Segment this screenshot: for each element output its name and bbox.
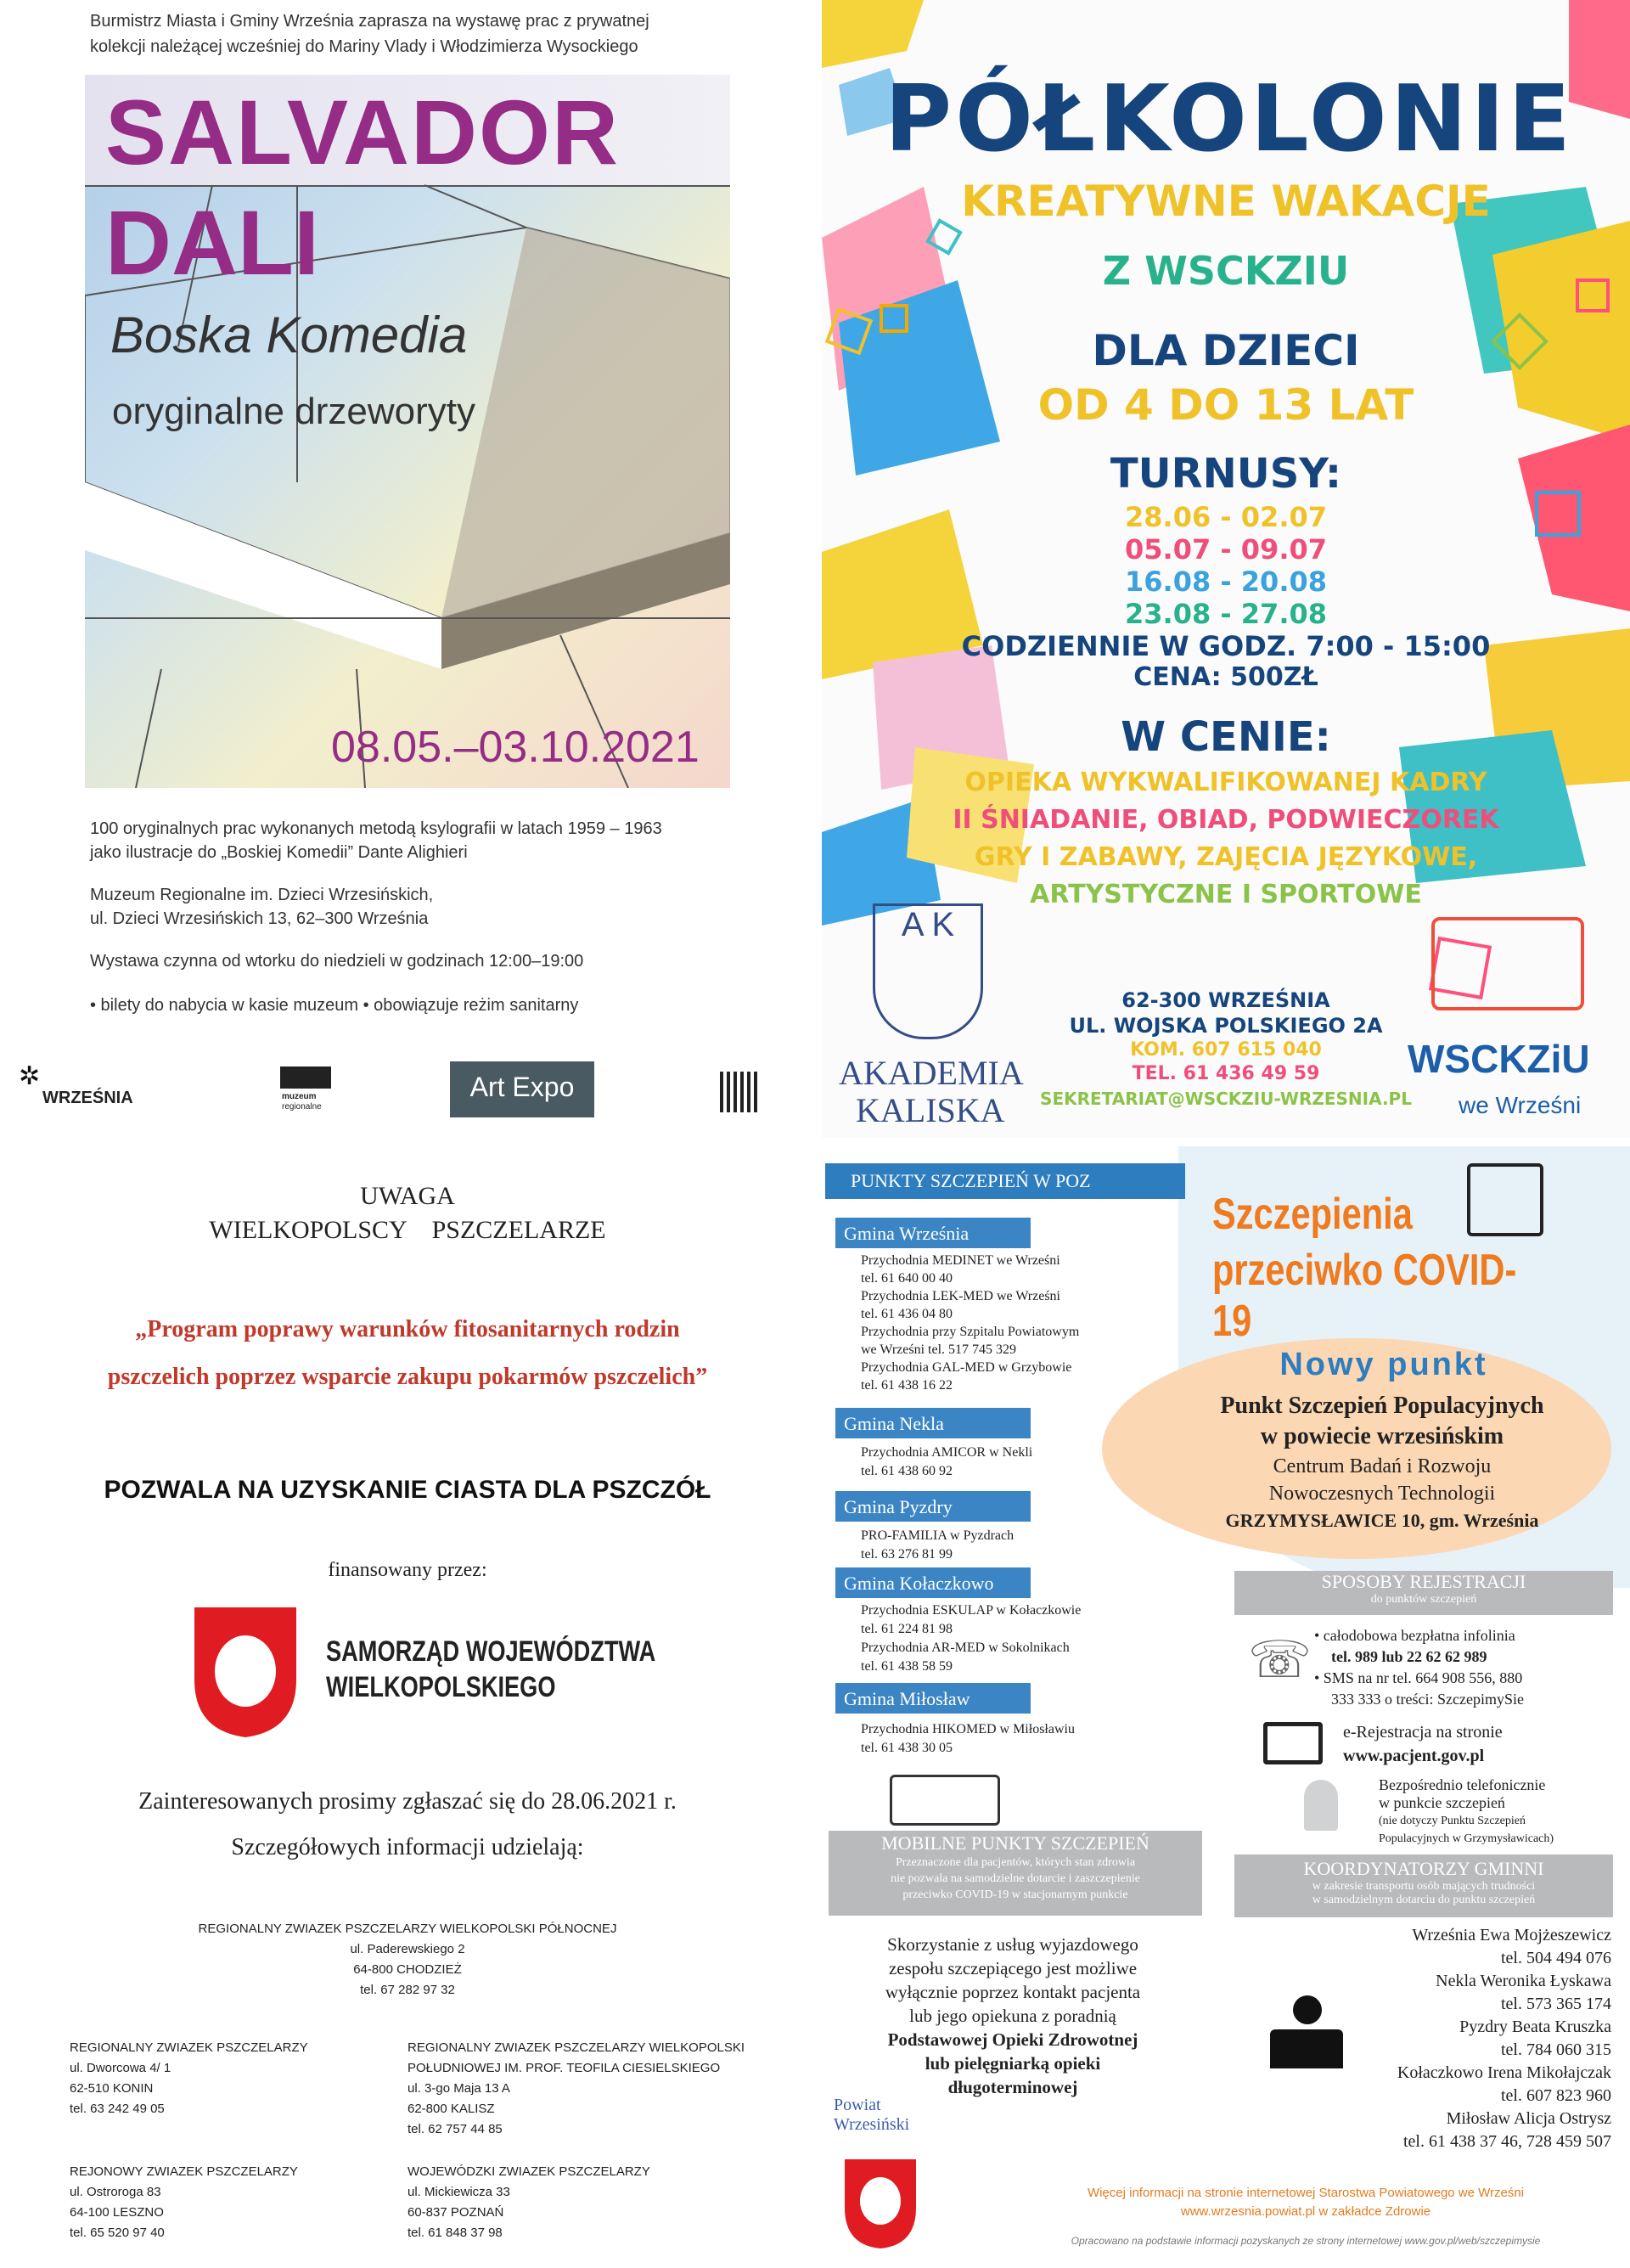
coordinator: Pyzdry Beata Kruszka [1459,2018,1611,2036]
registration-sub: do punktów szczepień [1370,1593,1477,1606]
address-2 [70,2038,308,2119]
coordinator-tel: tel. 61 438 37 46, 728 459 507 [1403,2132,1611,2151]
clinic: Przychodnia AR-MED w Sokolnikach [861,1641,1070,1655]
dali-dates: 08.05.–03.10.2021 [331,723,700,772]
dali-title-1: SALVADOR [105,81,620,183]
mobile-desc-line: Podstawowej Opieki Zdrowotnej [887,2029,1138,2050]
mobile-desc-line: lub jego opiekuna z poradnią [909,2006,1116,2026]
ambulance-icon [890,1775,1000,1826]
address-line: POŁUDNIOWEJ IM. PROF. TEOFILA CIESIELSKIEGO [408,2061,721,2075]
address-line: REGIONALNY ZWIAZEK PSZCZELARZY WIELKOPOLSKI [408,2040,745,2055]
address-3 [408,2038,745,2140]
dali-title-2: DALI [105,191,319,294]
address-line: REGIONALNY ZWIAZEK PSZCZELARZY WIELKOPOLSKI PÓŁNOCNEJ [198,1922,617,1936]
direct-phone [1379,1776,1554,1848]
clinic: Przychodnia przy Szpitalu Powiatowym [861,1325,1080,1339]
phone-icon: ☏ [1248,1631,1312,1688]
coordinators-list [1365,1924,1611,2153]
gmina-pyzdry: Gmina Pyzdry [835,1491,1031,1522]
direct-line: Populacyjnych w Grzymysławicach) [1379,1832,1554,1845]
clinic: PRO-FAMILIA w Pyzdrach [861,1528,1015,1543]
polk-included: W CENIE: [1121,713,1331,761]
clinic-tel: tel. 61 438 30 05 [861,1741,953,1755]
coordinator-tel: tel. 504 494 076 [1501,1949,1611,1967]
polkolonie-poster [822,0,1630,1138]
art-expo-logo [450,1061,594,1117]
coordinators-bar [1234,1854,1613,1917]
np-5: GRZYMYSŁAWICE 10, gm. Września [1225,1510,1539,1531]
turnus-4: 23.08 - 27.08 [1125,598,1327,630]
coordinators-title: KOORDYNATORZY GMINNI [1303,1858,1544,1879]
mobile-desc-line: Skorzystanie z usług wyjazdowego [887,1934,1138,1955]
polk-sub-2: Z WSCKZIU [1102,248,1350,294]
covid-poster [822,1146,1630,2268]
np-4: Nowoczesnych Technologii [1268,1483,1496,1505]
address-line: tel. 65 520 97 40 [70,2226,165,2240]
clinic-tel: we Wrześni tel. 517 745 329 [861,1342,1017,1357]
gmina-kolaczkowo-list [861,1601,1081,1676]
footer-3: Opracowano na podstawie informacji pozyskanych ze strony internetowej www.gov.pl/web/szczepimysie [1071,2235,1541,2247]
coordinator: Miłosław Alicja Ostrysz [1446,2109,1611,2128]
reg-line: • SMS na nr tel. 664 908 556, 880 [1314,1669,1523,1686]
address-line: REJONOWY ZWIAZEK PSZCZELARZY [70,2164,298,2179]
dali-info-1: 100 oryginalnych prac wykonanych metodą ksylografii w latach 1959 – 1963 [90,819,662,838]
clinic-tel: tel. 63 276 81 99 [861,1547,953,1562]
gmina-nekla: Gmina Nekla [835,1408,1031,1438]
coordinators-sub: w samodzielnym dotarciu do punktu szczepień [1312,1894,1536,1906]
mobile-desc-line: długoterminowej [947,2077,1078,2097]
dali-hours: Wystawa czynna od wtorku do niedzieli w godzinach 12:00–19:00 [90,952,584,971]
dali-museum-1: Muzeum Regionalne im. Dzieci Wrzesińskich, [90,886,434,904]
museum-logo-text-2: regionalne [282,1102,322,1111]
polk-turnusy: TURNUSY: [1110,450,1342,498]
wsckziu-logo-sub: we Wrześni [1459,1092,1582,1118]
direct-line: w punkcie szczepień [1379,1794,1505,1811]
samorzad-2: WIELKOPOLSKIEGO [326,1671,556,1703]
bee-program-2: pszczelich poprzez wsparcie zakupu pokarmów pszczelich” [107,1364,708,1390]
bee-h1: UWAGA [360,1182,455,1210]
coordinator-tel: tel. 784 060 315 [1501,2040,1611,2059]
turnus-3: 16.08 - 20.08 [1125,566,1327,598]
bee-z1: Zainteresowanych prosimy zgłaszać się do 28.06.2021 r. [138,1788,677,1815]
polk-sub-1: KREATYWNE WAKACJE [961,177,1491,226]
address-line: ul. Paderewskiego 2 [350,1942,465,1956]
art-expo-text: Art Expo [469,1072,575,1102]
coordinator: Kołaczkowo Irena Mikołajczak [1397,2063,1611,2082]
e-reg-line: e-Rejestracja na stronie [1343,1723,1503,1742]
reg-line: 333 333 o treści: SzczepimySie [1331,1691,1524,1708]
dali-poster [0,0,815,1138]
mobile-bar [829,1831,1202,1916]
e-registration [1343,1720,1503,1768]
coordinator: Września Ewa Mojżeszewicz [1412,1926,1611,1944]
gmina-miloslaw: Gmina Miłosław [835,1683,1031,1714]
mobile-line: przeciwko COVID-19 w stacjonarnym punkcie [902,1888,1128,1901]
mobile-desc-line: zespołu szczepiącego jest możliwe [888,1958,1138,1978]
e-reg-line: www.pacjent.gov.pl [1343,1747,1485,1765]
dali-tickets: • bilety do nabycia w kasie muzeum • obowiązuje reżim sanitarny [90,996,579,1015]
coordinators-sub: w zakresie transportu osób mających trudności [1312,1880,1536,1893]
polk-price: CENA: 500ZŁ [1133,662,1318,692]
samorzad-1: SAMORZĄD WOJEWÓDZTWA [326,1635,656,1668]
qr-code-icon [720,1072,757,1112]
gmina-kolaczkowo: Gmina Kołaczkowo [835,1567,1031,1598]
mobile-line: nie pozwala na samodzielne dotarcie i zaszczepienie [891,1872,1140,1885]
covid-title-2: przeciwko COVID-19 [1212,1246,1517,1346]
address-line: 62-800 KALISZ [408,2102,495,2116]
clinic-tel: tel. 61 438 58 59 [861,1659,953,1674]
person-icon [1304,1780,1338,1831]
clinic: Przychodnia GAL-MED w Grzybowie [861,1360,1072,1375]
bee-allows: POZWALA NA UZYSKANIE CIASTA DLA PSZCZÓŁ [104,1476,711,1504]
computer-icon [1263,1722,1323,1764]
dali-subtitle-2: oryginalne drzeworyty [112,391,475,432]
footer-2: www.wrzesnia.powiat.pl w zakładce Zdrowie [1180,2204,1431,2219]
address-line: 62-510 KONIN [70,2081,154,2096]
reader-icon [1270,1995,1345,2072]
clinic: Przychodnia AMICOR w Nekli [861,1445,1033,1460]
polk-kom: KOM. 607 615 040 [1130,1039,1322,1061]
footer-1: Więcej informacji na stronie internetowej Starostwa Powiatowego we Wrześni [1087,2186,1525,2200]
powiat-logo-text: Powiat Wrzesiński [834,2096,910,2134]
polk-tel: TEL. 61 436 49 59 [1132,1063,1320,1084]
address-line: ul. Mickiewicza 33 [408,2185,510,2199]
polk-inc-3: GRY I ZABAWY, ZAJĘCIA JĘZYKOWE, [974,842,1478,872]
akademia-2: KALISKA [856,1091,1005,1129]
polkolonie-title: PÓŁKOLONIE [884,66,1575,172]
book-search-icon [1431,917,1584,1010]
covid-title-1: Szczepienia [1212,1190,1413,1239]
bee-financed: finansowany przez: [328,1559,487,1581]
dali-header: Burmistrz Miasta i Gminy Września zaprasza na wystawę prac z prywatnej kolekcji należącej wcześniej do Mariny Vlady i Włodzimierza Wysockiego [90,12,649,56]
clinic: Przychodnia HIKOMED w Miłosławiu [861,1722,1075,1736]
mobile-desc-line: lub pielęgniarką opieki [925,2053,1101,2074]
address-1 [0,1919,815,2001]
address-4 [70,2162,298,2243]
direct-line: Bezpośrednio telefonicznie [1379,1776,1546,1793]
polk-for-1: DLA DZIECI [1092,326,1360,375]
address-line: 64-100 LESZNO [70,2205,164,2220]
bee-program-1: „Program poprawy warunków fitosanitarnych rodzin [135,1316,680,1342]
clinic-tel: tel. 61 438 60 92 [861,1464,953,1478]
polk-addr-1: 62-300 WRZEŚNIA [1121,988,1330,1012]
powiat-crest-icon [842,2157,919,2250]
syringe-icon [1467,1163,1543,1236]
address-5 [408,2162,650,2243]
polk-inc-1: OPIEKA WYKWALIFIKOWANEJ KADRY [964,768,1487,797]
direct-line: (nie dotyczy Punktu Szczepień [1379,1815,1526,1827]
reg-line: tel. 989 lub 22 62 62 989 [1331,1648,1487,1665]
clinic: Przychodnia ESKULAP w Kołaczkowie [861,1603,1082,1618]
museum-logo-text-1: muzeum [282,1092,317,1101]
address-line: tel. 63 242 49 05 [70,2102,165,2116]
np-3: Centrum Badań i Rozwoju [1273,1455,1492,1477]
address-line: tel. 62 757 44 85 [408,2122,503,2136]
dali-museum-2: ul. Dzieci Wrzesińskich 13, 62–300 Września [90,909,429,928]
address-line: ul. Ostroroga 83 [70,2185,161,2199]
clinic: Przychodnia LEK-MED we Wrześni [861,1289,1060,1303]
turnus-1: 28.06 - 02.07 [1125,501,1327,533]
akademia-1: AKADEMIA [839,1054,1024,1092]
mobile-line: Przeznaczone dla pacjentów, których stan zdrowia [895,1856,1136,1869]
clinic-tel: tel. 61 640 00 40 [861,1271,953,1286]
gmina-wrzesnia: Gmina Września [835,1218,1031,1248]
address-line: ul. Dworcowa 4/ 1 [70,2061,171,2075]
wrzesnia-logo-text: WRZEŚNIA [42,1089,133,1107]
wrzesnia-logo-icon: ✲ [19,1062,41,1090]
address-line: WOJEWÓDZKI ZWIAZEK PSZCZELARZY [408,2164,650,2179]
wsckziu-logo: WSCKZiU [1408,1037,1590,1081]
address-line: tel. 67 282 97 32 [360,1983,455,1997]
registration-list [1314,1625,1524,1710]
gmina-nekla-list [861,1444,1032,1481]
coordinator: Nekla Weronika Łyskawa [1436,1972,1611,1990]
mobile-title: MOBILNE PUNKTY SZCZEPIEŃ [881,1832,1149,1854]
coordinator-tel: tel. 573 365 174 [1501,1995,1611,2013]
np-2: w powiecie wrzesińskim [1260,1423,1504,1449]
address-line: REGIONALNY ZWIAZEK PSZCZELARZY [70,2040,308,2055]
polk-addr-2: UL. WOJSKA POLSKIEGO 2A [1069,1014,1383,1038]
wielkopolska-crest-icon [190,1603,301,1739]
mobile-desc-line: wyłącznie poprzez kontakt pacjenta [885,1982,1141,2002]
mobile-desc [830,1933,1195,2099]
museum-logo-icon [280,1066,331,1089]
address-line: ul. 3-go Maja 13 A [408,2081,510,2096]
registration-title: SPOSOBY REJESTRACJI [1321,1571,1526,1592]
polk-mail: SEKRETARIAT@WSCKZIU-WRZESNIA.PL [1040,1089,1412,1109]
coordinator-tel: tel. 607 823 960 [1501,2086,1611,2105]
turnus-2: 05.07 - 09.07 [1125,533,1327,566]
clinic-tel: tel. 61 224 81 98 [861,1622,953,1636]
dali-subtitle: Boska Komedia [110,307,468,363]
clinic: Przychodnia MEDINET we Wrześni [861,1253,1060,1268]
bee-z2: Szczegółowych informacji udzielają: [231,1834,584,1860]
reg-line: • całodobowa bezpłatna infolinia [1314,1627,1515,1644]
address-line: tel. 61 848 37 98 [408,2226,503,2240]
address-line: 64-800 CHODZIEŻ [353,1962,462,1977]
polk-inc-4: ARTYSTYCZNE I SPORTOWE [1030,880,1422,909]
registration-bar [1234,1571,1613,1615]
polk-inc-2: II ŚNIADANIE, OBIAD, PODWIECZOREK [953,805,1499,835]
clinic-tel: tel. 61 438 16 22 [861,1378,953,1393]
akademia-crest-text: A K [901,906,955,943]
clinic-tel: tel. 61 436 04 80 [861,1307,953,1321]
bee-h2: WIELKOPOLSCY PSZCZELARZE [209,1216,606,1244]
new-point: Nowy punkt [1279,1347,1488,1382]
dali-info-2: jako ilustracje do „Boskiej Komedii” Dante Alighieri [90,843,468,862]
address-line: 60-837 POZNAŃ [408,2205,504,2220]
np-1: Punkt Szczepień Populacyjnych [1220,1393,1544,1419]
poz-bar: PUNKTY SZCZEPIEŃ W POZ [825,1163,1185,1199]
polk-daily: CODZIENNIE W GODZ. 7:00 - 15:00 [961,630,1491,662]
gmina-miloslaw-list [861,1720,1075,1758]
beekeepers-notice [0,1146,815,2268]
polk-for-2: OD 4 DO 13 LAT [1037,380,1414,430]
gmina-pyzdry-list [861,1527,1014,1564]
gmina-wrzesnia-list [861,1252,1079,1394]
